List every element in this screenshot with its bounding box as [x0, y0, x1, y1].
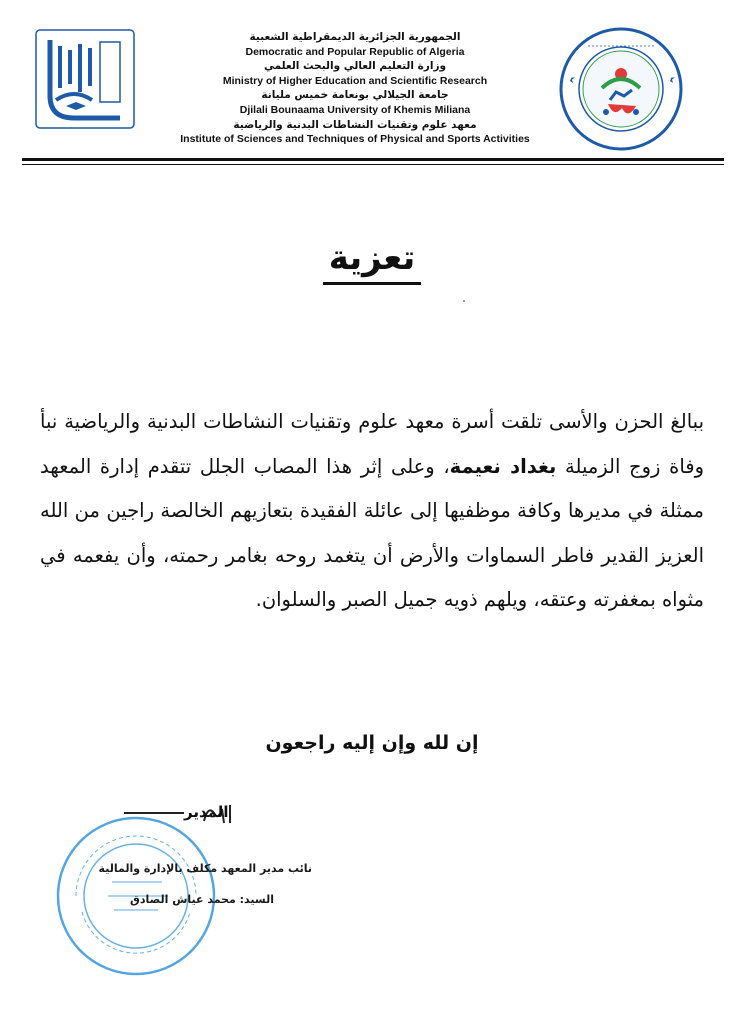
- director-title: [120, 803, 228, 821]
- body-text-part2: ، وعلى إثر هذا المصاب الجلل تتقدم إدارة المعهد ممثلة في مديرها وكافة موظفيها إلى عائلة الفقيدة بتعازيهم الخالصة راجين من الله العزيز القدير فاطر السماوات والأرض أن يتغمد روحه بغامر رحمته، وأن يفعمه في مثواه بمغفرته وعتقه، ويلهم ذويه جميل الصبر والسلوان.: [40, 454, 704, 611]
- ministry-name-english: Ministry of Higher Education and Scientific Research: [222, 74, 488, 87]
- country-name-english: Democratic and Popular Republic of Algeria: [245, 45, 465, 58]
- body-text-part1: ببالغ الحزن والأسى تلقت أسرة معهد علوم وتقنيات النشاطات البدنية والرياضية نبأ وفاة زوج الزميلة: [40, 410, 704, 478]
- institute-seal-icon: [558, 26, 684, 152]
- country-name-arabic: الجمهورية الجزائرية الديمقراطية الشعبية: [249, 31, 461, 43]
- document-title: [0, 238, 744, 278]
- director-label: المدير: [184, 803, 229, 821]
- condolence-body: [40, 400, 704, 623]
- title-text: تعزية: [323, 238, 422, 285]
- university-logo-icon: [30, 26, 138, 134]
- signatory-position: نائب مدير المعهد مكلف بالإدارة والمالية: [98, 862, 312, 875]
- institute-name-english: Institute of Sciences and Techniques of Physical and Sports Activities: [180, 133, 530, 146]
- institute-name-arabic: معهد علوم وتقنيات النشاطات البدنية والرياضية: [233, 118, 477, 131]
- letterhead: [0, 0, 744, 160]
- director-underline: [124, 812, 184, 814]
- scan-speck: [463, 300, 465, 302]
- quranic-verse: إن لله وإن إليه راجعون: [265, 732, 479, 754]
- letterhead-text: [170, 30, 540, 147]
- university-name-english: Djilali Bounaama University of Khemis Miliana: [239, 103, 471, 116]
- signatory-name: السيد: محمد عياش الصادق: [130, 893, 274, 906]
- header-divider-thick: [22, 158, 724, 161]
- ministry-name-arabic: وزارة التعليم العالي والبحث العلمي: [263, 60, 447, 73]
- header-divider-thin: [22, 164, 724, 165]
- university-name-arabic: جامعة الجيلالي بونعامة خميس مليانة: [261, 89, 449, 102]
- colleague-name: بغداد نعيمة: [449, 454, 557, 478]
